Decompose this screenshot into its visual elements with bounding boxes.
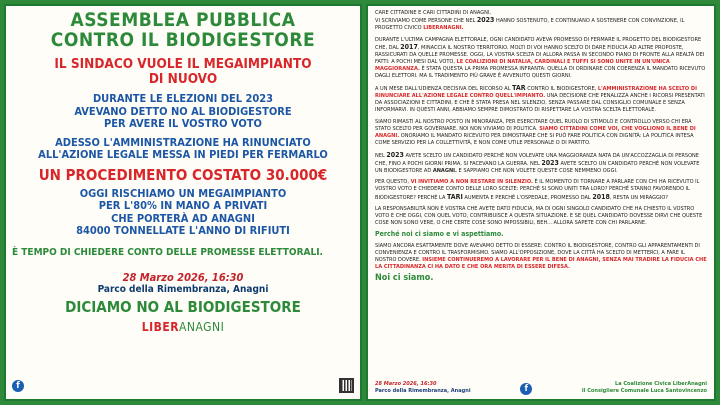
renounce-line2: ALL'AZIONE LEGALE MESSA IN PIEDI PER FERMARLO [38, 148, 328, 161]
election-block [12, 93, 354, 131]
letter-closing: Noi ci siamo. [375, 273, 434, 284]
subtitle-line2: DI NUOVO [148, 71, 218, 87]
poster-title-line1: ASSEMBLEA PUBBLICA [70, 9, 296, 31]
election-line1: DURANTE LE ELEZIONI DEL 2023 [92, 92, 274, 105]
poster-title-line2: CONTRO IL BIODIGESTORE [50, 29, 316, 51]
poster-left [4, 4, 362, 401]
letter-paragraph-5: NEL 2023 AVETE SCELTO UN CANDIDATO PERCHÉ NON VOLEVATE UNA MAGGIORANZA NATA DA UN'ACCOZZAGLIA DI PERSONE CHE, FINO A POCHI GIORNI PRIMA, SI FACEVANO LA GUERRA. NEL 2023 AVETE SCELTO UN CANDIDATO PERCHÉ NON VOLEVATE UN BIODIGESTORE AD ANAGNI. E SAPPIAMO CHE NON VOLETE QUESTE COSE NEMMENO OGGI. [375, 150, 700, 174]
letter-footer [375, 381, 707, 395]
letter-paragraph-7: LA RESPONSABILITÀ NON È VOSTRA CHE AVETE DATO FIDUCIA, MA DI OGNI SINGOLO CANDIDATO CHE HA CHIESTO IL VOSTRO VOTO E CHE OGGI, CON QUEL VOTO, CONTRIBUISCE A QUESTA SITUAZIONE. E SE QUEL CANDIDATO DOVESSE DIRVI CHE QUESTE COSE NON SONO VERE, O CHE CERTE COSE SONO IMPOSSIBILI, BEH... ALLORA SAPETE CON CHI PARLARNE. [375, 206, 703, 227]
event-date: 28 Marzo 2026, 16:30 [122, 270, 244, 284]
letter-paragraph-2: DURANTE L'ULTIMA CAMPAGNA ELETTORALE, OGNI CANDIDATO AVEVA PROMESSO DI FERMARE IL PROGETTO DEL BIODIGESTORE CHE, DAL 2017, MINACCIA IL NOSTRO TERRITORIO. MOLTI DI VOI HANNO SCELTO DI DARE FIDUCIA AD ALTRE PROPOSTE, RASSICURATI DA QUELLE PROMESSE. OGGI, LA VOSTRA SCELTA DI ALLORA PASSA IN SECONDO PIANO DI FRONTE ALLA REALTÀ DEI FATTI: A POCHI MESI DAL VOTO, LE COALIZIONI DI NATALIA, CARDINALI E TUFFI SI SONO UNITE IN UN'UNICA MAGGIORANZA. È STATA QUESTA LA PRIMA PROMESSA INFRANTA: QUELLA DI ORDINARE CON COERENZA IL MANDATO RICEVUTO DAGLI ELETTORI. MA IL TRADIMENTO PIÙ GRAVE È AVVENUTO QUESTI GIORNI. [375, 36, 706, 80]
letter-paragraph-4: SIAMO RIMASTI AL NOSTRO POSTO IN MINORANZA, PER ESERCITARE QUEL RUOLO DI STIMOLO E CONTROLLO VERSO CHI ERA STATO SCELTO PER GOVERNARE. NOI NON VIVIAMO DI POLITICA. SIAMO CITTADINI COME VOI, CHE VOGLIONO IL BENE DI ANAGNI. ONORIAMO IL MANDATO RICEVUTO PER DIMOSTRARE CHE SI PUÒ FARE POLITICA CON DIGNITÀ: LA POLITICA INTESA COME SERVIZIO PER LA COLLETTIVITÀ, E NON COME UTILE PERSONALE O DI PARTITO. [375, 118, 696, 146]
subtitle-line1: IL SINDACO VUOLE IL MEGAIMPIANTO [54, 56, 312, 72]
renounce-line1: ADESSO L'AMMINISTRAZIONE HA RINUNCIATO [55, 135, 311, 149]
footer-coalition: La Coalizione Civica LiberAnagni [615, 381, 707, 387]
letter-paragraph-1: CARE CITTADINE E CARI CITTADINI DI ANAGNI, VI SCRIVIAMO COME PERSONE CHE NEL 2023 HANNO SOSTENUTO, E CONTINUANO A SOSTENERE CON CONVINZIONE, IL PROGETTO CIVICO LIBERANAGNI. [375, 10, 685, 32]
election-line3: PER AVERE IL VOSTRO VOTO [104, 117, 262, 130]
footer-date: 28 Marzo 2026, 16:30 [375, 381, 437, 387]
risk-block [12, 188, 354, 238]
event-place: Parco della Rimembranza, Anagni [97, 283, 269, 295]
closing-slogan: DICIAMO NO AL BIODIGESTORE [65, 297, 301, 316]
letter-right [366, 4, 716, 401]
qr-code-icon [339, 378, 354, 393]
risk-line3: CHE PORTERÀ AD ANAGNI [111, 211, 255, 225]
facebook-icon-footer[interactable]: f [520, 383, 532, 395]
footer-place: Parco della Rimembranza, Anagni [375, 388, 471, 394]
facebook-icon[interactable]: f [12, 380, 24, 392]
election-line2: AVEVANO DETTO NO AL BIODIGESTORE [74, 104, 292, 118]
letter-paragraph-3: A UN MESE DALL'UDIENZA DECISIVA DEL RICORSO AL TAR CONTRO IL BIODIGESTORE, L'AMMINISTRAZIONE HA SCELTO DI RINUNCIARE ALL'AZIONE LEGALE CONTRO QUELL'IMPIANTO. UNA DECISIONE CHE PENALIZZA ANCHE I RICORSI PRESENTATI DA ASSOCIAZIONI E CITTADINI, E CHE È STATA PRESA NEL SILENZIO, SENZA PASSARE DAL CONSIGLIO COMUNALE E SENZA INFORMARVI. IN QUESTI ANNI, ABBIAMO SEMPRE DIMOSTRATO DI RISPETTARE LA VOSTRA SCELTA ELETTORALE. [375, 83, 705, 114]
letter-paragraph-6: PER QUESTO, VI INVITIAMO A NON RESTARE IN SILENZIO. È IL MOMENTO DI TORNARE A PARLARE CON CHI HA RICEVUTO IL VOSTRO VOTO E CHIEDERE CONTO DELLE LORO SCELTE: PERCHÉ SI SONO UNITI TRA LORO? PERCHÉ STANNO FAVORENDO IL BIODIGESTORE? PERCHÉ LA TARI AUMENTA E PERCHÉ L'OSPEDALE, PROMESSO DAL 2018, RESTA UN MIRAGGIO? [375, 179, 700, 201]
footer-councillor: Il Consigliere Comunale Luca Santovincenzo [581, 388, 707, 394]
cost-headline: UN PROCEDIMENTO COSTATO 30.000€ [38, 165, 328, 184]
risk-line1: OGGI RISCHIAMO UN MEGAIMPIANTO [79, 186, 287, 200]
footer-signature [582, 381, 707, 395]
renounce-block [12, 137, 354, 162]
liberanagni-logo: LIBERANAGNI [141, 319, 225, 334]
risk-line4: 84000 TONNELLATE L'ANNO DI RIFIUTI [76, 224, 290, 237]
letter-paragraph-8: Perché noi ci siamo e vi aspettiamo. [375, 230, 504, 239]
letter-paragraph-9: SIAMO ANCORA ESATTAMENTE DOVE AVEVAMO DETTO DI ESSERE: CONTRO IL BIODIGESTORE, CONTRO GLI APPARENTAMENTI DI CONVENIENZA E CONTRO IL TRASFORMISMO. SIAMO ALL'OPPOSIZIONE, DOVE LA CITTÀ HA SCELTO DI METTERCI, A FARE IL NOSTRO DOVERE. INSIEME CONTINUEREMO A LAVORARE PER IL BENE DI ANAGNI, SENZA MAI TRADIRE LA FIDUCIA CHE LA CITTADINANZA CI HA DATO E CHE ORA MERITA DI ESSERE DIFESA. [375, 243, 707, 271]
footer-event [375, 381, 471, 395]
promises-warning: È TEMPO DI CHIEDERE CONTO DELLE PROMESSE ELETTORALI. [12, 246, 323, 258]
risk-line2: PER L'80% IN MANO A PRIVATI [98, 199, 268, 212]
